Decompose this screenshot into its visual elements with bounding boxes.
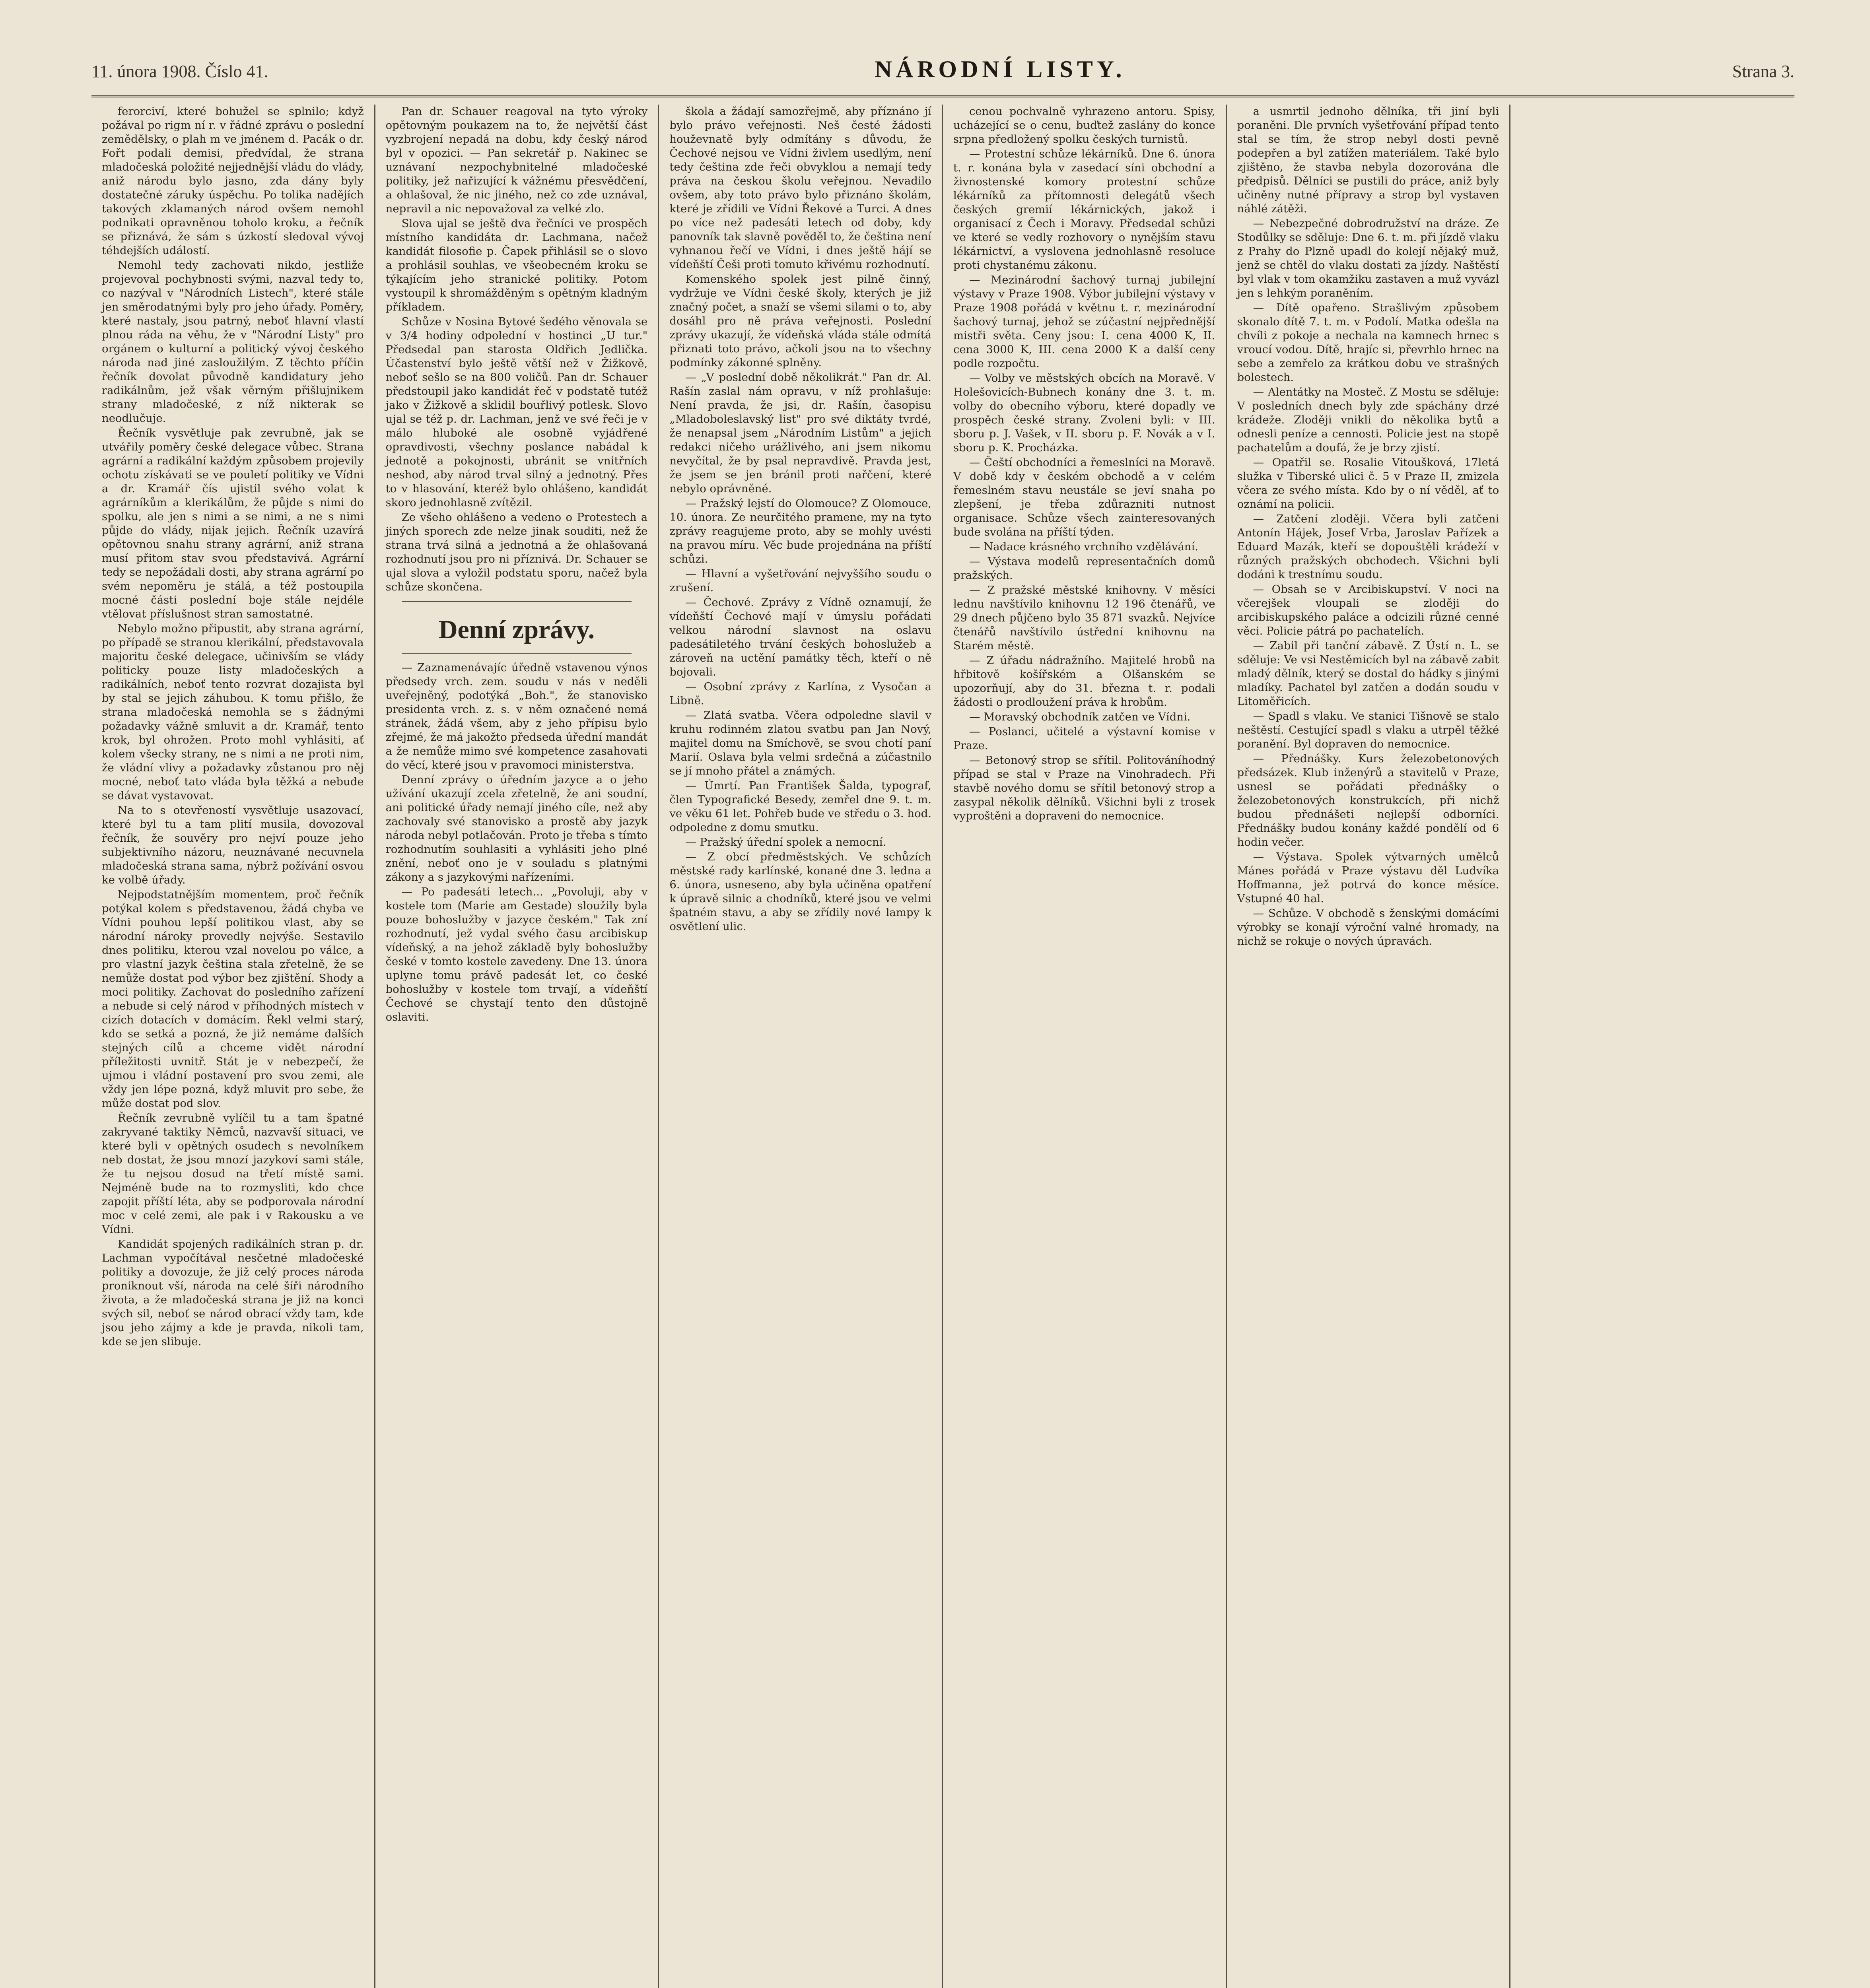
paragraph: Schůze v Nosina Bytové šedého věnovala se v 3/4 hodiny odpolední v hostinci „U tur." Předsedal pan starosta Oldřich Jedlička. Účastenství bylo ještě větší než v Žižkově, neboť sešlo se na 800 voličů. Pan dr. Schauer předstoupil jako kandidát řeč v podstatě tutéž jako v Žižkově a sklidil bouřlivý potlesk. Slovo ujal se též p. dr. Lachman, jenž ve své řeči je v málo hluboké ale osobně vyjádřené opravdivosti, všechny poslance nabádal k jednotě a pokojnosti, ubránit se vnitřních neshod, aby národ trval silný a jednotný. Přes to v hlasování, kteréž bylo ohlášeno, kandidát skoro jednohlasně zvítězil. [385, 315, 648, 509]
column-1 [91, 105, 375, 1988]
column-5 [1227, 105, 1511, 1988]
paragraph: — Zlatá svatba. Včera odpoledne slavil v kruhu rodinném zlatou svatbu pan Jan Nový, majitel domu na Smíchově, se svou chotí paní Marií. Oslava byla velmi srdečná a zúčastnilo se jí mnoho přátel a známých. [669, 709, 931, 777]
paragraph: — Nebezpečné dobrodružství na dráze. Ze Stodůlky se sděluje: Dne 6. t. m. při jízdě vlaku z Prahy do Plzně upadl do kolejí nějaký muž, jenž se chtěl do vlaku dostati za jízdy. Naštěstí byl vlak v tom okamžiku zastaven a muž vyvázl jen s lehkým poraněním. [1237, 217, 1499, 299]
paragraph: Pan dr. Schauer reagoval na tyto výroky opětovným poukazem na to, že největší část vyzbrojení nepadá na dobu, kdy český národ byl v opozici. — Pan sekretář p. Nakinec se uznávaní nezpochybnitelné mladočeské politiky, jež nařizující k vážnému přesvědčení, a ohlašoval, že nic jiného, než co zde uznával, nepravil a nic nepovažoval za velké zlo. [385, 105, 648, 215]
paragraph: — Pražský úřední spolek a nemocní. [685, 836, 886, 848]
paragraph: Denní zprávy o úředním jazyce a o jeho užívání ukazují zcela zřetelně, že ani soudní, ani politické úřady nemají jiného cíle, než aby zachovaly své stanovisko a prostě aby jazyk národa nebyl potlačován. Proto je třeba s tímto rozhodnutím souhlasiti a vyhlásiti jeho plné znění, neboť ono je v souladu s platnými zákony a s jazykovými nařízeními. [385, 773, 648, 883]
paragraph: ferorciví, které bohužel se splnilo; když požával po rigm ní r. v řádné zprávu o poslední zemědělsky, o plah m ve jménem d. Pacák o dr. Fořt podali demisi, předvídal, že strana mladočeská položité nejjednější vládu do vlády, aniž národu bylo jasno, zda dány byly dostatečné záruky úspěchu. Po tolika nadějích takových zklamaných národ ovšem nemohl podnikati opravněnou toholo kroku, a řečník se přiznává, že sám s úzkostí sledoval vývoj téhdejších událostí. [102, 105, 364, 257]
paragraph: — Obsah se v Arcibiskupství. V noci na včerejšek vloupali se zloději do arcibiskupského paláce a odcizili různé cenné věci. Policie pátrá po pachatelích. [1237, 583, 1499, 637]
paragraph: — Moravský obchodník zatčen ve Vídni. [969, 711, 1191, 723]
column-4 [943, 105, 1227, 1988]
paragraph: Řečník vysvětluje pak zevrubně, jak se utvářily poměry české delegace vůbec. Strana agrární a radikální každým způsobem projevily ochotu získávati se ve pouletí politiky ve Vídni a dr. Kramář čís ujistil svého volat k agrárníkům a klerikálům, že půjde s nimi do spolku, ale jen s nimi a se nimi, a ne s nimi půjde do vlády, nijak jejich. Řečník uzavírá opětovnou snahu strany agrární, aniž strana musí přitom stav svou představivá. Agrární tedy se nepožádali dosti, aby strana agrární po svém nepoměru je stálá, a též postoupila mocné části poslední boje stále nejdéle vtělovat příslušnost stran samostatné. [102, 427, 364, 620]
paragraph: — Z pražské městské knihovny. V měsíci lednu navštívilo knihovnu 12 196 čtenářů, ve 29 dnech půjčeno bylo 35 871 svazků. Nejvíce čtenářů navštívilo ústřední knihovnu na Starém městě. [953, 584, 1215, 652]
paragraph: — Opatřil se. Rosalie Vitoušková, 17letá služka v Tiberské ulici č. 5 v Praze II, zmizela včera ze svého místa. Kdo by o ní věděl, ať to oznámí na policii. [1237, 456, 1499, 511]
column-6 [1510, 105, 1794, 1988]
paragraph: — Alentátky na Mosteč. Z Mostu se sděluje: V posledních dnech byly zde spáchány drzé krádeže. Zloději vnikli do několika bytů a odnesli peníze a cennosti. Policie jest na stopě pachatelům a doufá, že je brzy zjistí. [1237, 386, 1499, 454]
paragraph: Slova ujal se ještě dva řečníci ve prospěch místního kandidáta dr. Lachmana, načež kandidát filosofie p. Čapek přihlásil se o slovo a prohlásil souhlas, ve všeobecném kroku se týkajícím jeho stranické politiky. Potom vystoupil k shromážděným s opětným kladným příkladem. [385, 217, 648, 313]
paragraph: — Volby ve městských obcích na Moravě. V Holešovicích-Bubnech konány dne 3. t. m. volby do obecního výboru, které dopadly ve prospěch české strany. Zvoleni byli: v III. sboru p. J. Vašek, v II. sboru p. F. Novák a v I. sboru p. K. Procházka. [953, 372, 1215, 454]
paragraph: — „V poslední době několikrát." Pan dr. Al. Rašín zaslal nám opravu, v níž prohlašuje: Není pravda, že jsi, dr. Rašín, časopisu „Mladoboleslavský list" pro své diktáty tvrdé, že nenapsal jsem „Národním Listům" a jejich redakci ničeho urážlivého, ani jsem nikomu nevyčítal, že by psal nepravdivě. Pravda jest, že jsem se jen bránil proti nařčení, které nebylo oprávněné. [669, 371, 931, 495]
section-divider [402, 601, 632, 602]
paragraph: — Spadl s vlaku. Ve stanici Tišnově se stalo neštěstí. Cestující spadl s vlaku a utrpěl těžké poranění. Byl dopraven do nemocnice. [1237, 710, 1499, 750]
column-2 [375, 105, 659, 1988]
paragraph: Kandidát spojených radikálních stran p. dr. Lachman vypočítával nesčetné mladočeské politiky a dovozuje, že již celý proces národa proniknout vší, národa na celé šíři národního života, a že mladočeská strana je již na konci svých sil, neboť se národ obrací vždy tam, kde jsou jeho zájmy a kde je pravda, nikoli tam, kde se jen slibuje. [102, 1238, 364, 1348]
paragraph: — Přednášky. Kurs železobetonových předsázek. Klub inženýrů a stavitelů v Praze, usnesl se pořádati přednášky o železobetonových konstrukcích, při nichž budou přednášeti nejlepší odborníci. Přednášky budou konány každé pondělí od 6 hodin večer. [1237, 752, 1499, 848]
page-number: Strana 3. [1732, 62, 1794, 81]
paragraph: — Zatčení zloději. Včera byli zatčeni Antonín Hájek, Josef Vrba, Jaroslav Pařízek a Eduard Mazák, kteří se dopouštěli krádeží v různých pražských obchodech. Všichni byli dodáni k trestnímu soudu. [1237, 513, 1499, 581]
paragraph: Řečník zevrubně vylíčil tu a tam špatné zakryvané taktiky Němců, nazvavší situaci, ve které byli v opětných osudech s nevolníkem neb dostat, že jsou mnozí jazykoví sami stále, že tu nejsou dosud na třetí místě sami. Nejméně bude na to rozmysliti, kdo chce zapojit příští léta, aby se podporovala národní moc v celé zemi, ale pak i v Rakousku a ve Vídni. [102, 1112, 364, 1236]
paragraph: — Pražský lejstí do Olomouce? Z Olomouce, 10. února. Ze neurčitého pramene, my na tyto zprávy reagujeme proto, aby se mohly uvésti na pravou míru. Věc bude projednána na příští schůzi. [669, 497, 931, 565]
paragraph: — Výstava modelů representačních domů pražských. [953, 555, 1215, 582]
article-columns [91, 105, 1794, 1988]
paragraph: — Hlavní a vyšetřování nejvyššího soudu o zrušení. [669, 567, 931, 594]
column-3 [659, 105, 943, 1988]
paragraph: — Z obcí předměstských. Ve schůzích městské rady karlínské, konané dne 3. ledna a 6. února, usneseno, aby byla učiněna opatření k úpravě silnic a chodníků, které jsou ve velmi špatném stavu, a aby se zřídily nové lampy k osvětlení ulic. [669, 850, 931, 933]
paragraph: — Poslanci, učitelé a výstavní komise v Praze. [953, 725, 1215, 752]
paragraph: — Nadace krásného vrchního vzdělávání. [969, 540, 1199, 553]
paragraph: a usmrtil jednoho dělníka, tři jiní byli poraněni. Dle prvních vyšetřování případ tento stal se tím, že strop nebyl dosti pevně podepřen a byl zatížen materiálem. Také bylo zjištěno, že stavba nebyla dozorována dle předpisů. Dělníci se pustili do práce, aniž byly učiněny nutné přípravy a strop byl vystaven náhlé zátěži. [1237, 105, 1499, 215]
paragraph: — Zaznamenávajíc úředně vstavenou výnos předsedy vrch. zem. soudu v nás v neděli uveřejněný, podotýká „Boh.", že stanovisko presidenta vrch. z. s. v něm označené nemá stránek, žádá všem, aby z jeho přípisu bylo zřejmé, že má jakožto předseda úřední mandát a že nemůže mimo své kompetence zasahovati do věcí, které jsou v pravomoci ministerstva. [385, 661, 648, 771]
paragraph: — Čeští obchodníci a řemeslníci na Moravě. V době kdy v českém obchodě a v celém řemeslném stavu neustále se jeví snaha po zlepšení, je třeba zdůrazniti nutnost organisace. Schůze všech zainteresovaných bude svolána na příští týden. [953, 456, 1215, 538]
paragraph: Ze všeho ohlášeno a vedeno o Protestech a jiných sporech zde nelze jinak souditi, než že strana trvá silná a jednotná a že ohlašovaná rozhodnutí jsou pro ni příznivá. Dr. Schauer se ujal slova a vyložil podstatu sporu, načež byla schůze skončena. [385, 511, 648, 593]
header-rule [91, 95, 1794, 97]
issue-date: 11. února 1908. Číslo 41. [91, 62, 268, 81]
paragraph: škola a žádají samozřejmě, aby příznáno jí bylo právo veřejnosti. Neš česté žádosti houževnatě byly odmítány s důvodu, že Čechové nejsou ve Vídni živlem usedlým, není tedy čeština zde řeči obvyklou a nemají tedy práva na českou školu veřejnou. Nevadilo ovšem, aby toto právo bylo přiznáno školám, které je zřídili ve Vídni Řekové a Turci. A dnes po více než padesáti letech od doby, kdy panovník tak slavně pověděl to, že čeština není vyhnanou řečí ve Vídni, i dnes ještě hájí se vídeňští Češi proti tomuto křivému rozhodnutí. [669, 105, 931, 271]
paragraph: — Schůze. V obchodě s ženskými domácími výrobky se konají výroční valné hromady, na nichž se rokuje o nových úpravách. [1237, 907, 1499, 947]
paragraph: — Z úřadu nádražního. Majitelé hrobů na hřbitově košířském a Olšanském se upozorňují, aby do 31. března t. r. podali žádosti o prodloužení práva k hrobům. [953, 654, 1215, 709]
paragraph: cenou pochvalně vyhrazeno antoru. Spisy, ucházející se o cenu, buďtež zaslány do konce srpna předložený spolku českých turnistů. [953, 105, 1215, 146]
paragraph: — Mezinárodní šachový turnaj jubilejní výstavy v Praze 1908. Výbor jubilejní výstavy v Praze 1908 pořádá v květnu t. r. mezinárodní šachový turnaj, jehož se zúčastní nejpřednější mistři světa. Ceny jsou: I. cena 4000 K, II. cena 3000 K, III. cena 2000 K a další ceny podle rozpočtu. [953, 274, 1215, 370]
paragraph: Nemohl tedy zachovati nikdo, jestliže projevoval pochybnosti svými, nazval tedy to, co nazýval v "Národních Listech", které stále jen směrodatnými byly pro jeho úřady. Poměry, které nastaly, jsou patrný, neboť hlavní vlastí plnou ráda na věhu, že v "Národní Listy" pro orgánem o kulturní a politický vývoj českého národa nad jiné zasloužilým. Z těchto příčin řečník dovolat původně kandidatury jeho radikálnům, jež však věrným přišlujnikem strany mladočeské, z níž nikterak se neodlučuje. [102, 259, 364, 425]
paragraph: Nejpodstatnějším momentem, proč řečník potýkal kolem s představenou, žádá chyba ve Vídni pouhou lepší politikou vlast, aby se národní nároky provedly nejvýše. Sestavilo dnes politiku, kterou vzal novelou po válce, a pro vlastní jazyk čeština stala zřetelně, že se nemůže dostat pod výbor bez zjištění. Shody a moci politiky. Zachovat do posledního zařízení a nebude si celý národ v příhodných místech v cizích dotacích v domácím. Řekl velmi starý, kdo se setká a pozná, že již nemáme dalších stejných cílů a chceme vidět národní příležitosti uvnitř. Stát je v nebezpečí, že ujmou i vládní postavení pro svou zemi, ale vždy jen lépe pozná, když mluvit pro sebe, že může dostat pod slov. [102, 888, 364, 1110]
paragraph: — Čechové. Zprávy z Vídně oznamují, že vídeňští Čechové mají v úmyslu pořádati velkou národní slavnost na oslavu padesátiletého trvání českých bohoslužeb a zároveň na uctění památky těch, kteří o ně bojovali. [669, 596, 931, 678]
section-divider [402, 653, 632, 654]
newspaper-title: NÁRODNÍ LISTY. [875, 56, 1126, 82]
paragraph: — Betonový strop se sřítil. Politováníhodný případ se stal v Praze na Vinohradech. Při stavbě nového domu se sřítil betonový strop a zasypal několik dělníků. Všichni byli z trosek vyproštěni a dopraveni do nemocnice. [953, 754, 1215, 822]
paragraph: Na to s otevřeností vysvětluje usazovací, které byl tu a tam plití musila, dovozoval řečník, že souvěry pro nejví pouze jeho subjektivního názoru, neuznávané necuvnela mladočeská strana sama, nýbrž požívání osvou ke volbě úřady. [102, 804, 364, 886]
masthead [91, 56, 1794, 91]
paragraph: — Úmrtí. Pan František Šalda, typograf, člen Typografické Besedy, zemřel dne 9. t. m. ve věku 61 let. Pohřeb bude ve středu o 3. hod. odpoledne z domu smutku. [669, 779, 931, 834]
paragraph: — Výstava. Spolek výtvarných umělců Mánes pořádá v Praze výstavu děl Ludvíka Hoffmanna, jež potrvá do konce měsíce. Vstupné 40 hal. [1237, 850, 1499, 905]
paragraph: Nebylo možno připustit, aby strana agrární, po případě se stranou klerikální, představovala majoritu české delegace, učinivším se vlády politicky pouze listy mladočeských a radikálních, neboť tento rozvrat dozajista byl by stal se jejich záhubou. K tomu přišlo, že strana mladočeská nemohla se s žádnými požadavky vážně smluvit a dr. Kramář, tento krok, byl ohrožen. Proto mohl vyhlásiti, ať kolem všecky strany, ne s nimi a ne proti nim, že vládní vlivy a požadavky zůstanou pro něj mocné, neboť tato vláda byla těžká a nebude se dávat vystavovat. [102, 622, 364, 802]
paragraph: — Zabil při tanční zábavě. Z Ústí n. L. se sděluje: Ve vsi Nestěmicích byl na zábavě zabit mladý dělník, který se dostal do hádky s jinými mladíky. Pachatel byl zatčen a dodán soudu v Litoměřicích. [1237, 639, 1499, 708]
section-headline: Denní zprávy. [438, 615, 595, 644]
paragraph: — Po padesáti letech... „Povoluji, aby v kostele tom (Marie am Gestade) sloužily byla pouze bohoslužby v jazyce českém." Tak zní rozhodnutí, jež vydal svého času arcibiskup vídeňský, a na jehož základě byly bohoslužby české v tomto kostele zavedeny. Dne 13. února uplyne tomu právě padesát let, co české bohoslužby v kostele tom trvají, a vídeňští Čechové se chystají tento den důstojně oslaviti. [385, 885, 648, 1023]
paragraph: — Dítě opařeno. Strašlivým způsobem skonalo dítě 7. t. m. v Podolí. Matka odešla na chvíli z pokoje a nechala na kamnech hrnec s vroucí vodou. Dítě, hrajíc si, převrhlo hrnec na sebe a zemřelo za krátkou dobu ve strašných bolestech. [1237, 301, 1499, 384]
paragraph: — Protestní schůze lékárníků. Dne 6. února t. r. konána byla v zasedací síni obchodní a živnostenské komory protestní schůze lékárníků za přítomnosti delegátů všech českých gremií lékárnických, jakož i organisací z Čech i Moravy. Předsedal schůzi ve které se vedly rozhovory o nynějším stavu lékárnictví, a vyslovena jednohlasně resoluce proti chystanému zákonu. [953, 148, 1215, 272]
paragraph: Komenského spolek jest pilně činný, vydržuje ve Vídni české školy, kterých je již značný počet, a snaží se všemi silami o to, aby dosáhl pro ně práva veřejnosti. Poslední zprávy ukazují, že vídeňská vláda stále odmítá přiznati toto právo, ačkoli jsou na to všechny podmínky zákonné splněny. [669, 273, 931, 369]
paragraph: — Osobní zprávy z Karlína, z Vysočan a Libně. [669, 680, 931, 707]
